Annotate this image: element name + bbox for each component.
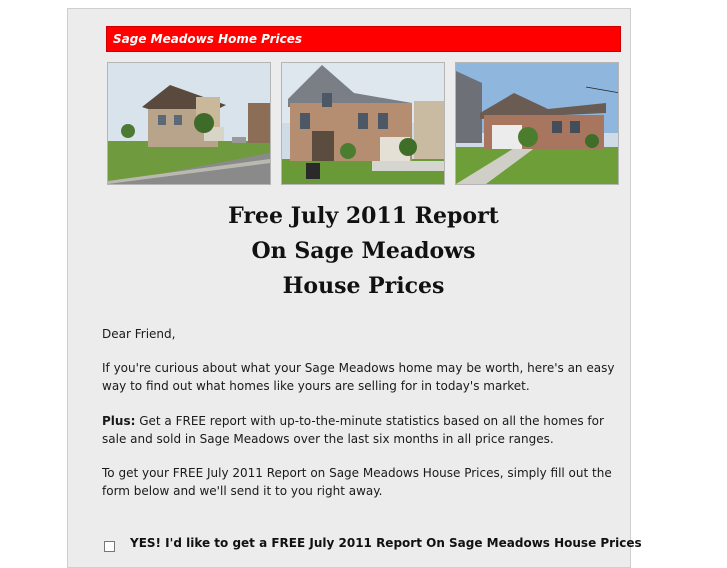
plus-paragraph	[102, 412, 622, 448]
house-photo-1	[107, 62, 271, 185]
house-photo-2	[281, 62, 445, 185]
intro-paragraph: If you're curious about what your Sage Meadows home may be worth, here's an easy way to find out what homes like yours are selling for in today's market.	[102, 361, 615, 393]
plus-text: Get a FREE report with up-to-the-minute statistics based on all the homes for sale and sold in Sage Meadows over the last six months in all price ranges.	[102, 414, 604, 446]
banner-title: Sage Meadows Home Prices	[113, 32, 303, 46]
headline-line-2: On Sage Meadows	[251, 238, 476, 264]
greeting: Dear Friend,	[102, 327, 176, 341]
house-photo-3	[455, 62, 619, 185]
title-banner	[106, 26, 621, 52]
house-photo-1-icon	[108, 63, 270, 184]
house-photo-3-icon	[456, 63, 619, 184]
report-checkbox-label[interactable]: YES! I'd like to get a FREE July 2011 Report On Sage Meadows House Prices	[130, 536, 642, 550]
plus-lead: Plus:	[102, 414, 136, 428]
headline-line-1: Free July 2011 Report	[228, 203, 499, 229]
house-photo-2-icon	[282, 63, 444, 184]
instructions-paragraph: To get your FREE July 2011 Report on Sage Meadows House Prices, simply fill out the form below and we'll send it to you right away.	[102, 466, 612, 498]
report-checkbox[interactable]	[104, 541, 115, 552]
headline-line-3: House Prices	[282, 273, 445, 299]
